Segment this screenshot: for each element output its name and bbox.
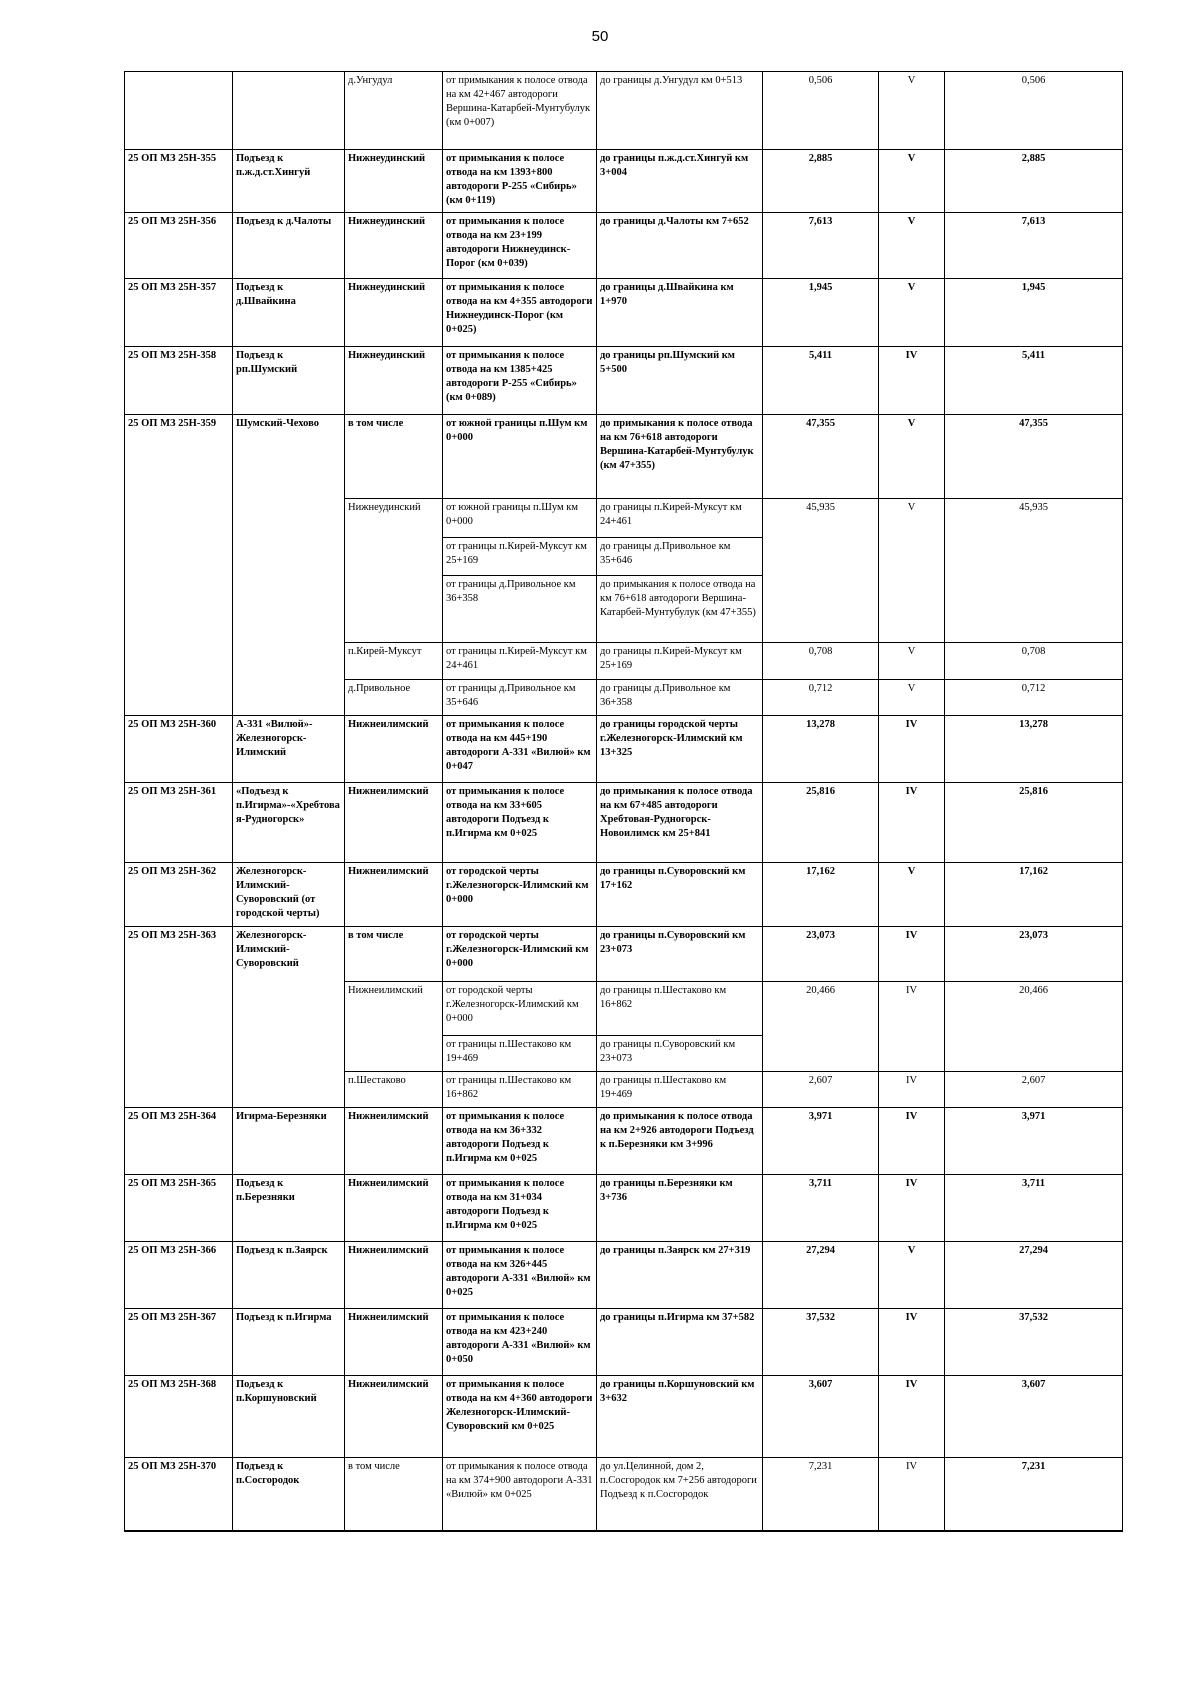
road-length: 2,607 [763, 1072, 879, 1108]
road-district: Нижнеудинский [345, 279, 443, 347]
road-category: IV [879, 1309, 945, 1376]
road-from: от примыкания к полосе отвода на км 4+355 автодороги Нижнеудинск-Порог (км 0+025) [443, 279, 597, 347]
road-category: V [879, 680, 945, 716]
road-category: V [879, 643, 945, 680]
road-length: 1,945 [763, 279, 879, 347]
road-code: 25 ОП МЗ 25Н-355 [125, 150, 233, 213]
road-to: до границы п.Коршуновский км 3+632 [597, 1376, 763, 1458]
road-from: от городской черты г.Железногорск-Илимский км 0+000 [443, 982, 597, 1036]
road-from: от примыкания к полосе отвода на км 36+332 автодороги Подъезд к п.Игирма км 0+025 [443, 1108, 597, 1175]
road-district: Нижнеудинский [345, 499, 443, 643]
road-code: 25 ОП МЗ 25Н-361 [125, 783, 233, 863]
road-total: 0,712 [945, 680, 1123, 716]
road-district: п.Шестаково [345, 1072, 443, 1108]
road-total: 0,506 [945, 72, 1123, 150]
road-from: от южной границы п.Шум км 0+000 [443, 415, 597, 499]
road-to: до примыкания к полосе отвода на км 2+926 автодороги Подъезд к п.Березняки км 3+996 [597, 1108, 763, 1175]
road-category: V [879, 415, 945, 499]
road-name: Подъезд к д.Швайкина [233, 279, 345, 347]
road-district: Нижнеилимский [345, 1242, 443, 1309]
road-to: до границы д.Привольное км 35+646 [597, 538, 763, 576]
road-from: от границы п.Кирей-Муксут км 24+461 [443, 643, 597, 680]
road-category: IV [879, 783, 945, 863]
road-category: IV [879, 982, 945, 1072]
road-from: от примыкания к полосе отвода на км 31+034 автодороги Подъезд к п.Игирма км 0+025 [443, 1175, 597, 1242]
road-to: до границы п.Шестаково км 16+862 [597, 982, 763, 1036]
road-total: 2,607 [945, 1072, 1123, 1108]
road-total: 17,162 [945, 863, 1123, 927]
road-category: V [879, 499, 945, 643]
road-district: в том числе [345, 927, 443, 982]
road-from: от южной границы п.Шум км 0+000 [443, 499, 597, 538]
table-row [125, 279, 1123, 347]
road-to: до границы п.Заярск км 27+319 [597, 1242, 763, 1309]
road-district: Нижнеудинский [345, 150, 443, 213]
road-to: до границы рп.Шумский км 5+500 [597, 347, 763, 415]
road-from: от примыкания к полосе отвода на км 33+605 автодороги Подъезд к п.Игирма км 0+025 [443, 783, 597, 863]
road-total: 37,532 [945, 1309, 1123, 1376]
road-from: от примыкания к полосе отвода на км 23+199 автодороги Нижнеудинск-Порог (км 0+039) [443, 213, 597, 279]
table-row [125, 1376, 1123, 1458]
road-from: от примыкания к полосе отвода на км 326+445 автодороги А-331 «Вилюй» км 0+025 [443, 1242, 597, 1309]
road-length: 3,607 [763, 1376, 879, 1458]
road-category: V [879, 213, 945, 279]
road-length: 25,816 [763, 783, 879, 863]
road-from: от границы п.Шестаково км 16+862 [443, 1072, 597, 1108]
road-to: до примыкания к полосе отвода на км 67+485 автодороги Хребтовая-Рудногорск-Новоилимск км 25+841 [597, 783, 763, 863]
road-code: 25 ОП МЗ 25Н-366 [125, 1242, 233, 1309]
road-name: Подъезд к рп.Шумский [233, 347, 345, 415]
road-total: 5,411 [945, 347, 1123, 415]
road-to: до границы городской черты г.Железногорск-Илимский км 13+325 [597, 716, 763, 783]
road-category: IV [879, 1072, 945, 1108]
road-total: 27,294 [945, 1242, 1123, 1309]
road-name: Подъезд к д.Чалоты [233, 213, 345, 279]
road-name: Железногорск-Илимский-Суворовский (от городской черты) [233, 863, 345, 927]
road-from: от примыкания к полосе отвода на км 445+190 автодороги А-331 «Вилюй» км 0+047 [443, 716, 597, 783]
road-district: д.Унгудул [345, 72, 443, 150]
road-name: А-331 «Вилюй»-Железногорск-Илимский [233, 716, 345, 783]
road-code: 25 ОП МЗ 25Н-364 [125, 1108, 233, 1175]
road-district: Нижнеилимский [345, 1376, 443, 1458]
road-total: 0,708 [945, 643, 1123, 680]
road-total: 3,711 [945, 1175, 1123, 1242]
road-length: 0,708 [763, 643, 879, 680]
road-length: 47,355 [763, 415, 879, 499]
road-length: 23,073 [763, 927, 879, 982]
road-to: до ул.Целинной, дом 2, п.Сосгородок км 7+256 автодороги Подъезд к п.Сосгородок [597, 1458, 763, 1531]
road-total: 23,073 [945, 927, 1123, 982]
road-to: до границы п.Березняки км 3+736 [597, 1175, 763, 1242]
road-from: от примыкания к полосе отвода на км 374+900 автодороги А-331 «Вилюй» км 0+025 [443, 1458, 597, 1531]
road-length: 3,711 [763, 1175, 879, 1242]
table-row [125, 1309, 1123, 1376]
road-to: до границы п.ж.д.ст.Хингуй км 3+004 [597, 150, 763, 213]
road-code: 25 ОП МЗ 25Н-356 [125, 213, 233, 279]
table-row [125, 150, 1123, 213]
road-from: от границы д.Привольное км 36+358 [443, 576, 597, 643]
road-code: 25 ОП МЗ 25Н-362 [125, 863, 233, 927]
road-to: до границы п.Кирей-Муксут км 24+461 [597, 499, 763, 538]
road-code: 25 ОП МЗ 25Н-358 [125, 347, 233, 415]
road-category: V [879, 1242, 945, 1309]
road-total: 7,613 [945, 213, 1123, 279]
road-code: 25 ОП МЗ 25Н-365 [125, 1175, 233, 1242]
road-category: IV [879, 1376, 945, 1458]
road-district: Нижнеилимский [345, 982, 443, 1072]
road-category: IV [879, 347, 945, 415]
road-length: 13,278 [763, 716, 879, 783]
road-from: от городской черты г.Железногорск-Илимский км 0+000 [443, 863, 597, 927]
road-category: V [879, 150, 945, 213]
road-total: 3,607 [945, 1376, 1123, 1458]
road-name: Подъезд к п.Березняки [233, 1175, 345, 1242]
road-name: Подъезд к п.Заярск [233, 1242, 345, 1309]
roads-table [124, 71, 1123, 1532]
road-code: 25 ОП МЗ 25Н-367 [125, 1309, 233, 1376]
road-length: 37,532 [763, 1309, 879, 1376]
road-from: от границы д.Привольное км 35+646 [443, 680, 597, 716]
road-district: п.Кирей-Муксут [345, 643, 443, 680]
road-district: в том числе [345, 415, 443, 499]
table-row [125, 1108, 1123, 1175]
road-name: Подъезд к п.Коршуновский [233, 1376, 345, 1458]
road-code [125, 72, 233, 150]
table-row [125, 72, 1123, 150]
road-district: д.Привольное [345, 680, 443, 716]
road-from: от границы п.Кирей-Муксут км 25+169 [443, 538, 597, 576]
table-row [125, 1242, 1123, 1309]
road-name: Подъезд к п.Игирма [233, 1309, 345, 1376]
road-length: 0,712 [763, 680, 879, 716]
road-category: IV [879, 1108, 945, 1175]
road-to: до границы д.Унгудул км 0+513 [597, 72, 763, 150]
road-to: до границы п.Суворовский км 23+073 [597, 927, 763, 982]
road-to: до примыкания к полосе отвода на км 76+618 автодороги Вершина-Катарбей-Мунтубулук (км 47+355) [597, 576, 763, 643]
table-row [125, 863, 1123, 927]
road-to: до границы п.Суворовский км 23+073 [597, 1036, 763, 1072]
road-name: Игирма-Березняки [233, 1108, 345, 1175]
road-to: до примыкания к полосе отвода на км 76+618 автодороги Вершина-Катарбей-Мунтубулук (км 47+355) [597, 415, 763, 499]
road-from: от примыкания к полосе отвода на км 1385+425 автодороги Р-255 «Сибирь» (км 0+089) [443, 347, 597, 415]
road-code: 25 ОП МЗ 25Н-357 [125, 279, 233, 347]
road-category: V [879, 863, 945, 927]
road-from: от примыкания к полосе отвода на км 42+467 автодороги Вершина-Катарбей-Мунтубулук (км 0+007) [443, 72, 597, 150]
road-length: 2,885 [763, 150, 879, 213]
road-district: Нижнеилимский [345, 783, 443, 863]
road-length: 17,162 [763, 863, 879, 927]
road-length: 45,935 [763, 499, 879, 643]
road-category: IV [879, 927, 945, 982]
road-from: от примыкания к полосе отвода на км 1393+800 автодороги Р-255 «Сибирь» (км 0+119) [443, 150, 597, 213]
road-from: от городской черты г.Железногорск-Илимский км 0+000 [443, 927, 597, 982]
road-total: 25,816 [945, 783, 1123, 863]
road-district: Нижнеилимский [345, 1108, 443, 1175]
road-length: 20,466 [763, 982, 879, 1072]
table-row [125, 716, 1123, 783]
road-total: 2,885 [945, 150, 1123, 213]
road-from: от границы п.Шестаково км 19+469 [443, 1036, 597, 1072]
table-row [125, 783, 1123, 863]
road-total: 7,231 [945, 1458, 1123, 1531]
road-code: 25 ОП МЗ 25Н-360 [125, 716, 233, 783]
road-total: 45,935 [945, 499, 1123, 643]
road-total: 20,466 [945, 982, 1123, 1072]
road-from: от примыкания к полосе отвода на км 4+360 автодороги Железногорск-Илимский-Суворовский км 0+025 [443, 1376, 597, 1458]
table-row [125, 213, 1123, 279]
road-total: 13,278 [945, 716, 1123, 783]
table-row [125, 927, 1123, 982]
road-length: 3,971 [763, 1108, 879, 1175]
road-name: Подъезд к п.Сосгородок [233, 1458, 345, 1531]
road-to: до границы п.Шестаково км 19+469 [597, 1072, 763, 1108]
road-total: 1,945 [945, 279, 1123, 347]
road-to: до границы д.Швайкина км 1+970 [597, 279, 763, 347]
road-district: Нижнеилимский [345, 1309, 443, 1376]
road-district: Нижнеудинский [345, 347, 443, 415]
road-category: IV [879, 1175, 945, 1242]
road-district: Нижнеудинский [345, 213, 443, 279]
road-code: 25 ОП МЗ 25Н-359 [125, 415, 233, 716]
road-code: 25 ОП МЗ 25Н-370 [125, 1458, 233, 1531]
road-district: Нижнеилимский [345, 863, 443, 927]
road-category: V [879, 279, 945, 347]
road-name: Шумский-Чехово [233, 415, 345, 716]
road-code: 25 ОП МЗ 25Н-368 [125, 1376, 233, 1458]
road-to: до границы д.Чалоты км 7+652 [597, 213, 763, 279]
road-district: Нижнеилимский [345, 716, 443, 783]
road-from: от примыкания к полосе отвода на км 423+240 автодороги А-331 «Вилюй» км 0+050 [443, 1309, 597, 1376]
road-name: Железногорск-Илимский-Суворовский [233, 927, 345, 1108]
table-row [125, 1175, 1123, 1242]
road-length: 0,506 [763, 72, 879, 150]
road-length: 7,231 [763, 1458, 879, 1531]
road-name [233, 72, 345, 150]
road-to: до границы п.Игирма км 37+582 [597, 1309, 763, 1376]
road-district: Нижнеилимский [345, 1175, 443, 1242]
road-category: V [879, 72, 945, 150]
table-row [125, 1458, 1123, 1531]
road-to: до границы п.Кирей-Муксут км 25+169 [597, 643, 763, 680]
road-to: до границы д.Привольное км 36+358 [597, 680, 763, 716]
road-to: до границы п.Суворовский км 17+162 [597, 863, 763, 927]
table-row [125, 415, 1123, 499]
road-total: 3,971 [945, 1108, 1123, 1175]
road-total: 47,355 [945, 415, 1123, 499]
table-row [125, 347, 1123, 415]
road-category: IV [879, 716, 945, 783]
road-name: Подъезд к п.ж.д.ст.Хингуй [233, 150, 345, 213]
road-district: в том числе [345, 1458, 443, 1531]
road-length: 7,613 [763, 213, 879, 279]
road-code: 25 ОП МЗ 25Н-363 [125, 927, 233, 1108]
road-length: 5,411 [763, 347, 879, 415]
page-number: 50 [591, 28, 609, 45]
road-category: IV [879, 1458, 945, 1531]
road-length: 27,294 [763, 1242, 879, 1309]
road-name: «Подъезд к п.Игирма»-«Хребтовая-Рудногорск» [233, 783, 345, 863]
